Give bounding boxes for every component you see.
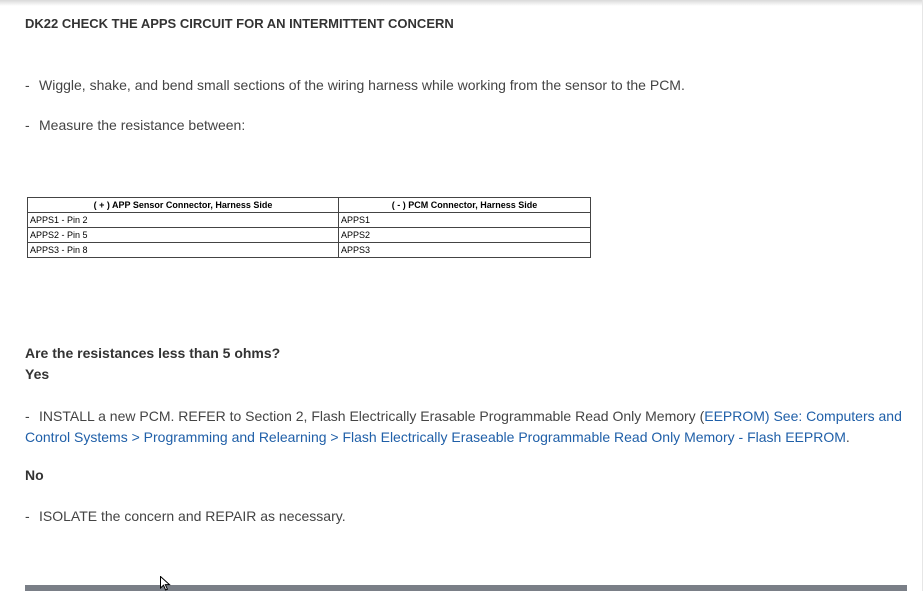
see-flash-eeprom-link[interactable]: See: Computers and Control Systems > Programming and Relearning > Flash Electrically Eraseable Programmable Read Only Memory - Flash EEPROM — [25, 408, 902, 445]
list-dash: - — [25, 117, 30, 133]
list-dash: - — [25, 408, 30, 424]
table-cell: APPS1 — [339, 213, 591, 228]
yes-action-text: INSTALL a new PCM. REFER to Section 2, Flash Electrically Erasable Programmable Read Only Memory ( — [39, 408, 705, 424]
step-measure-resistance — [25, 117, 245, 133]
bottom-divider-bar — [25, 585, 907, 591]
table-row — [28, 228, 591, 243]
yes-action-period: . — [845, 429, 850, 445]
table-header-row — [28, 198, 591, 213]
no-action-text: ISOLATE the concern and REPAIR as necessary. — [39, 508, 346, 524]
list-dash: - — [25, 508, 30, 524]
table-cell: APPS3 — [339, 243, 591, 258]
eeprom-link[interactable]: EEPROM) — [704, 408, 770, 424]
connector-table — [27, 197, 591, 258]
no-label: No — [25, 467, 44, 483]
no-action — [25, 508, 346, 524]
table-row — [28, 213, 591, 228]
yes-action — [25, 406, 905, 448]
table-cell: APPS1 - Pin 2 — [28, 213, 339, 228]
header-pcm-connector: ( - ) PCM Connector, Harness Side — [339, 198, 591, 213]
yes-label: Yes — [25, 366, 50, 382]
mouse-pointer-icon — [160, 576, 172, 591]
table-cell: APPS2 - Pin 5 — [28, 228, 339, 243]
list-dash: - — [25, 77, 30, 93]
step-text: Wiggle, shake, and bend small sections of the wiring harness while working from the sensor to the PCM. — [39, 77, 685, 93]
window-top-shadow — [0, 0, 923, 6]
step-text: Measure the resistance between: — [39, 117, 246, 133]
question-heading: Are the resistances less than 5 ohms? — [25, 345, 281, 361]
table-cell: APPS3 - Pin 8 — [28, 243, 339, 258]
table-row — [28, 243, 591, 258]
step-wiggle-harness — [25, 77, 685, 93]
page-title: DK22 CHECK THE APPS CIRCUIT FOR AN INTERMITTENT CONCERN — [25, 16, 454, 31]
table-cell: APPS2 — [339, 228, 591, 243]
header-app-sensor: ( + ) APP Sensor Connector, Harness Side — [28, 198, 339, 213]
